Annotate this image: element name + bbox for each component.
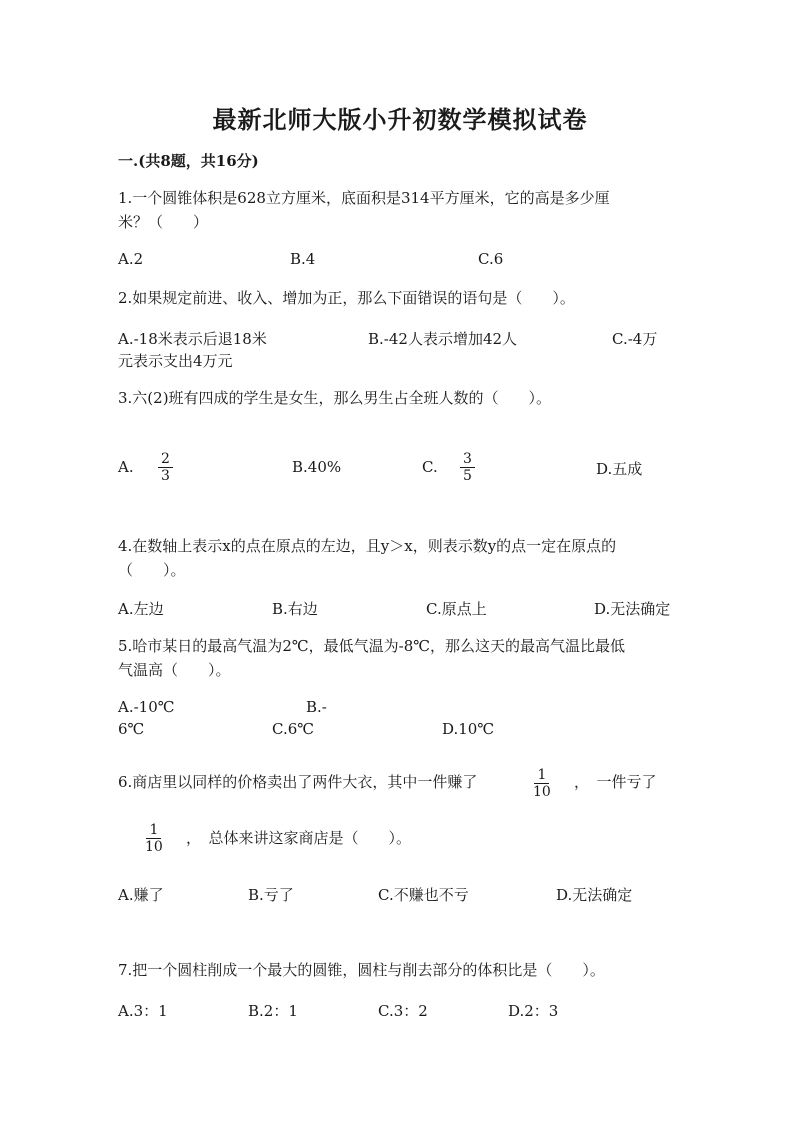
question-5-option-b[interactable]: B.- xyxy=(306,698,327,716)
question-4-option-a[interactable]: A.左边 xyxy=(118,600,164,618)
question-1-option-b[interactable]: B.4 xyxy=(290,250,316,268)
question-3-fraction-c xyxy=(460,451,475,484)
question-5-text-cont: 气温高（ ）。 xyxy=(118,661,231,679)
question-3-text: 3.六(2)班有四成的学生是女生，那么男生占全班人数的（ ）。 xyxy=(118,389,552,407)
question-3-option-a[interactable]: A. xyxy=(118,458,134,476)
fraction-numerator: 1 xyxy=(146,822,161,839)
fraction-numerator: 2 xyxy=(158,451,173,468)
question-7-option-a[interactable]: A.3：1 xyxy=(118,1002,168,1020)
question-5-text: 5.哈市某日的最高气温为2℃，最低气温为-8℃，那么这天的最高气温比最低 xyxy=(118,637,626,655)
question-5-option-c[interactable]: C.6℃ xyxy=(272,720,315,738)
section-heading: 一.(共8题，共16分) xyxy=(118,152,259,170)
question-3-fraction-a xyxy=(158,451,173,484)
fraction-numerator: 1 xyxy=(534,767,549,784)
question-1-text-cont: 米？（ ） xyxy=(118,213,209,231)
fraction-denominator: 5 xyxy=(463,468,472,484)
question-6-option-c[interactable]: C.不赚也不亏 xyxy=(378,886,469,904)
question-2-option-c-cont: 元表示支出4万元 xyxy=(118,352,233,370)
question-6-option-d[interactable]: D.无法确定 xyxy=(556,886,633,904)
fraction-numerator: 3 xyxy=(460,451,475,468)
question-3-option-c[interactable]: C. xyxy=(422,458,438,476)
fraction-denominator: 10 xyxy=(145,839,163,855)
question-6-option-b[interactable]: B.亏了 xyxy=(248,886,294,904)
question-6-option-a[interactable]: A.赚了 xyxy=(118,886,164,904)
question-2-option-c[interactable]: C.-4万 xyxy=(612,330,658,348)
question-7-text: 7.把一个圆柱削成一个最大的圆锥，圆柱与削去部分的体积比是（ ）。 xyxy=(118,961,605,979)
question-6-text-mid: ， 一件亏了 xyxy=(574,773,657,791)
question-4-option-c[interactable]: C.原点上 xyxy=(426,600,487,618)
question-3-option-d[interactable]: D.五成 xyxy=(596,460,643,478)
question-2-option-a[interactable]: A.-18米表示后退18米 xyxy=(118,330,267,348)
question-7-option-d[interactable]: D.2：3 xyxy=(508,1002,559,1020)
question-6-fraction-1 xyxy=(530,767,554,800)
fraction-denominator: 3 xyxy=(161,468,170,484)
page-title: 最新北师大版小升初数学模拟试卷 xyxy=(212,105,588,134)
question-1-option-a[interactable]: A.2 xyxy=(118,250,144,268)
question-5-option-d[interactable]: D.10℃ xyxy=(442,720,495,738)
question-2-option-b[interactable]: B.-42人表示增加42人 xyxy=(368,330,518,348)
fraction-denominator: 10 xyxy=(533,784,551,800)
question-4-option-b[interactable]: B.右边 xyxy=(272,600,318,618)
question-6-fraction-2 xyxy=(142,822,166,855)
question-4-option-d[interactable]: D.无法确定 xyxy=(594,600,671,618)
question-5-option-a[interactable]: A.-10℃ xyxy=(118,698,175,716)
question-4-text: 4.在数轴上表示x的点在原点的左边，且y＞x，则表示数y的点一定在原点的 xyxy=(118,537,617,555)
question-1-text: 1.一个圆锥体积是628立方厘米，底面积是314平方厘米，它的高是多少厘 xyxy=(118,189,610,207)
question-7-option-b[interactable]: B.2：1 xyxy=(248,1002,298,1020)
question-2-text: 2.如果规定前进、收入、增加为正，那么下面错误的语句是（ ）。 xyxy=(118,289,575,307)
question-1-option-c[interactable]: C.6 xyxy=(478,250,504,268)
question-6-text: 6.商店里以同样的价格卖出了两件大衣，其中一件赚了 xyxy=(118,773,478,791)
question-6-text-cont: ， 总体来讲这家商店是（ ）。 xyxy=(186,829,412,847)
question-4-text-cont: （ ）。 xyxy=(118,561,186,579)
question-5-option-b-cont: 6℃ xyxy=(118,720,145,738)
question-7-option-c[interactable]: C.3：2 xyxy=(378,1002,428,1020)
question-3-option-b[interactable]: B.40% xyxy=(292,458,342,476)
